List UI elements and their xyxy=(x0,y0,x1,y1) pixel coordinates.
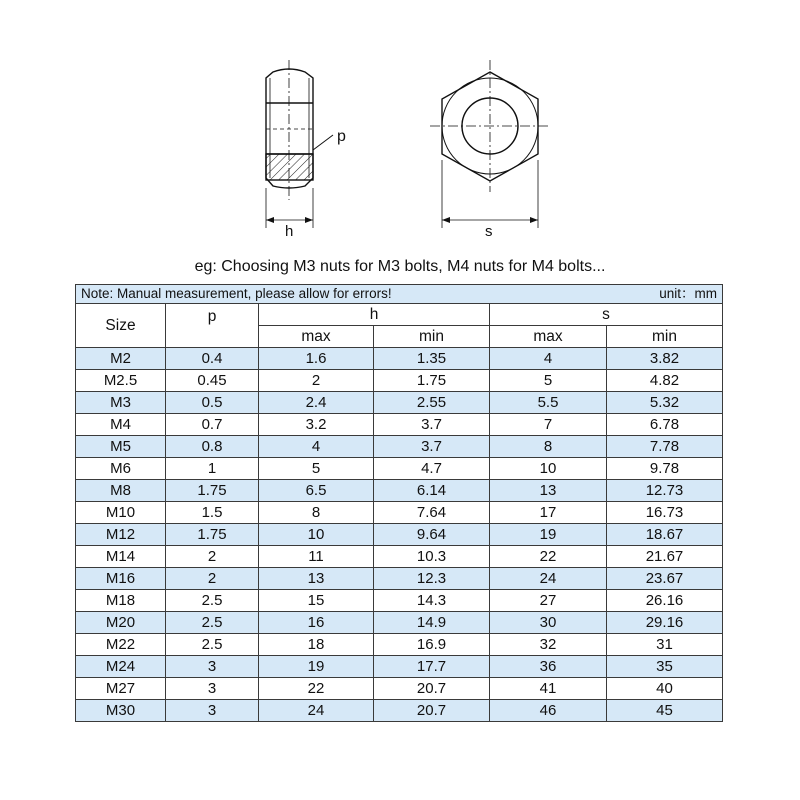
cell-h-max: 11 xyxy=(259,546,374,568)
cell-h-max: 10 xyxy=(259,524,374,546)
cell-h-min: 20.7 xyxy=(374,678,490,700)
cell-h-max: 2.4 xyxy=(259,392,374,414)
cell-size: M10 xyxy=(76,502,166,524)
cell-h-max: 3.2 xyxy=(259,414,374,436)
cell-size: M24 xyxy=(76,656,166,678)
note-row xyxy=(76,285,723,304)
cell-h-min: 3.7 xyxy=(374,414,490,436)
cell-p: 0.4 xyxy=(166,348,259,370)
table-row xyxy=(76,656,723,678)
cell-p: 3 xyxy=(166,700,259,722)
cell-s-max: 8 xyxy=(490,436,607,458)
table-row xyxy=(76,590,723,612)
cell-h-max: 5 xyxy=(259,458,374,480)
header-s: s xyxy=(490,304,723,326)
table-row xyxy=(76,348,723,370)
header-p: p xyxy=(166,304,259,348)
cell-h-min: 4.7 xyxy=(374,458,490,480)
cell-size: M18 xyxy=(76,590,166,612)
cell-p: 1.75 xyxy=(166,524,259,546)
header-s-min: min xyxy=(607,326,723,348)
cell-h-min: 3.7 xyxy=(374,436,490,458)
cell-p: 1.75 xyxy=(166,480,259,502)
cell-s-max: 17 xyxy=(490,502,607,524)
cell-s-min: 12.73 xyxy=(607,480,723,502)
cell-p: 3 xyxy=(166,656,259,678)
cell-s-max: 5.5 xyxy=(490,392,607,414)
cell-h-max: 8 xyxy=(259,502,374,524)
cell-p: 0.45 xyxy=(166,370,259,392)
side-label-h: h xyxy=(285,223,294,240)
cell-s-max: 32 xyxy=(490,634,607,656)
cell-h-max: 6.5 xyxy=(259,480,374,502)
table-row xyxy=(76,634,723,656)
cell-s-min: 23.67 xyxy=(607,568,723,590)
unit-text: unit：mm xyxy=(659,286,717,301)
cell-size: M4 xyxy=(76,414,166,436)
header-s-max: max xyxy=(490,326,607,348)
header-h-min: min xyxy=(374,326,490,348)
cell-s-min: 16.73 xyxy=(607,502,723,524)
note-text: Note: Manual measurement, please allow for errors! xyxy=(81,286,392,301)
cell-size: M16 xyxy=(76,568,166,590)
cell-s-max: 24 xyxy=(490,568,607,590)
cell-s-max: 13 xyxy=(490,480,607,502)
cell-size: M14 xyxy=(76,546,166,568)
header-h: h xyxy=(259,304,490,326)
cell-s-min: 35 xyxy=(607,656,723,678)
header-size: Size xyxy=(76,304,166,348)
cell-h-max: 18 xyxy=(259,634,374,656)
cell-size: M2 xyxy=(76,348,166,370)
cell-p: 2.5 xyxy=(166,634,259,656)
cell-s-max: 22 xyxy=(490,546,607,568)
cell-h-min: 14.3 xyxy=(374,590,490,612)
cell-s-max: 46 xyxy=(490,700,607,722)
table-row xyxy=(76,480,723,502)
cell-s-min: 40 xyxy=(607,678,723,700)
example-caption: eg: Choosing M3 nuts for M3 bolts, M4 nuts for M4 bolts... xyxy=(194,258,606,275)
cell-h-min: 12.3 xyxy=(374,568,490,590)
cell-h-min: 1.35 xyxy=(374,348,490,370)
cell-h-min: 14.9 xyxy=(374,612,490,634)
cell-s-max: 41 xyxy=(490,678,607,700)
table-row xyxy=(76,392,723,414)
table-row xyxy=(76,678,723,700)
table-row xyxy=(76,612,723,634)
cell-h-min: 16.9 xyxy=(374,634,490,656)
cell-p: 3 xyxy=(166,678,259,700)
table-row xyxy=(76,458,723,480)
table-row xyxy=(76,414,723,436)
cell-s-min: 3.82 xyxy=(607,348,723,370)
cell-s-min: 21.67 xyxy=(607,546,723,568)
cell-p: 0.7 xyxy=(166,414,259,436)
cell-h-min: 6.14 xyxy=(374,480,490,502)
cell-p: 2 xyxy=(166,568,259,590)
cell-s-max: 10 xyxy=(490,458,607,480)
cell-h-max: 24 xyxy=(259,700,374,722)
cell-h-min: 9.64 xyxy=(374,524,490,546)
cell-s-min: 29.16 xyxy=(607,612,723,634)
cell-size: M3 xyxy=(76,392,166,414)
cell-h-max: 22 xyxy=(259,678,374,700)
cell-s-max: 19 xyxy=(490,524,607,546)
cell-size: M20 xyxy=(76,612,166,634)
cell-size: M22 xyxy=(76,634,166,656)
cell-s-min: 9.78 xyxy=(607,458,723,480)
cell-size: M30 xyxy=(76,700,166,722)
cell-s-min: 31 xyxy=(607,634,723,656)
cell-h-max: 13 xyxy=(259,568,374,590)
cell-h-min: 17.7 xyxy=(374,656,490,678)
cell-s-min: 4.82 xyxy=(607,370,723,392)
cell-s-max: 30 xyxy=(490,612,607,634)
cell-h-min: 20.7 xyxy=(374,700,490,722)
cell-h-max: 1.6 xyxy=(259,348,374,370)
hex-nut-drawing xyxy=(0,0,800,255)
cell-h-max: 2 xyxy=(259,370,374,392)
cell-p: 2.5 xyxy=(166,612,259,634)
cell-h-max: 19 xyxy=(259,656,374,678)
cell-size: M12 xyxy=(76,524,166,546)
table-row xyxy=(76,546,723,568)
header-h-max: max xyxy=(259,326,374,348)
cell-p: 0.8 xyxy=(166,436,259,458)
cell-s-max: 5 xyxy=(490,370,607,392)
cell-p: 1.5 xyxy=(166,502,259,524)
cell-h-max: 16 xyxy=(259,612,374,634)
cell-s-min: 45 xyxy=(607,700,723,722)
cell-h-min: 7.64 xyxy=(374,502,490,524)
cell-size: M2.5 xyxy=(76,370,166,392)
cell-size: M27 xyxy=(76,678,166,700)
cell-h-min: 2.55 xyxy=(374,392,490,414)
cell-h-max: 4 xyxy=(259,436,374,458)
side-label-p: p xyxy=(337,128,346,145)
front-label-s: s xyxy=(485,223,493,240)
table-row xyxy=(76,700,723,722)
table-row xyxy=(76,370,723,392)
table-body xyxy=(76,348,723,722)
cell-s-max: 4 xyxy=(490,348,607,370)
nut-spec-table xyxy=(75,284,723,722)
cell-s-min: 7.78 xyxy=(607,436,723,458)
table-row xyxy=(76,568,723,590)
cell-size: M5 xyxy=(76,436,166,458)
table-row xyxy=(76,502,723,524)
cell-s-max: 27 xyxy=(490,590,607,612)
header-row-1 xyxy=(76,304,723,326)
cell-size: M8 xyxy=(76,480,166,502)
cell-p: 2.5 xyxy=(166,590,259,612)
cell-s-min: 6.78 xyxy=(607,414,723,436)
cell-h-min: 10.3 xyxy=(374,546,490,568)
cell-s-max: 7 xyxy=(490,414,607,436)
cell-h-max: 15 xyxy=(259,590,374,612)
cell-h-min: 1.75 xyxy=(374,370,490,392)
cell-size: M6 xyxy=(76,458,166,480)
cell-p: 1 xyxy=(166,458,259,480)
cell-s-min: 18.67 xyxy=(607,524,723,546)
note-cell xyxy=(76,285,723,304)
nut-front-view xyxy=(430,60,550,228)
nut-side-view xyxy=(266,60,333,228)
table-row xyxy=(76,524,723,546)
cell-p: 2 xyxy=(166,546,259,568)
cell-s-min: 5.32 xyxy=(607,392,723,414)
cell-p: 0.5 xyxy=(166,392,259,414)
table-row xyxy=(76,436,723,458)
cell-s-max: 36 xyxy=(490,656,607,678)
cell-s-min: 26.16 xyxy=(607,590,723,612)
